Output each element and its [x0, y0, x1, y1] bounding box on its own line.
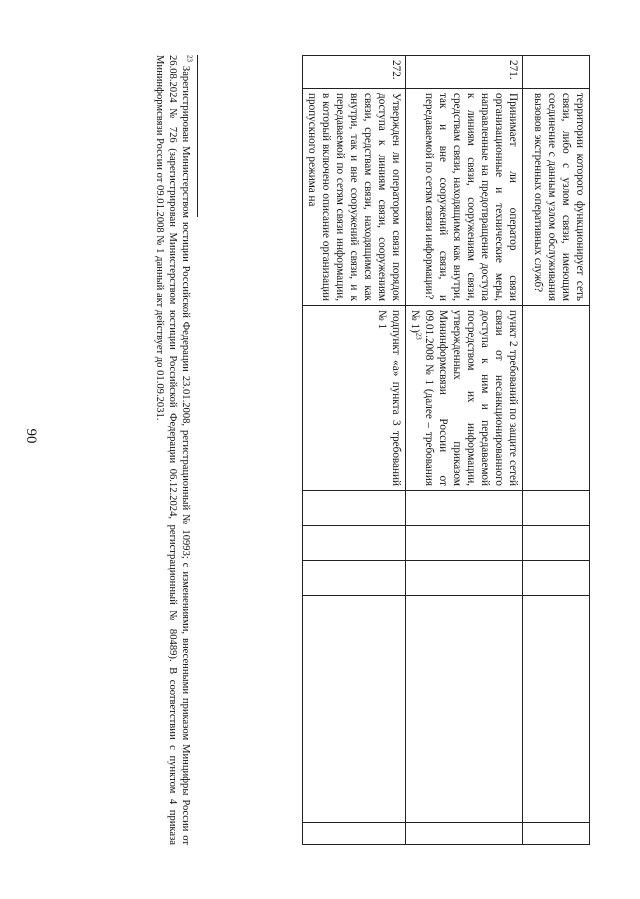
- answer-na-cell: [523, 561, 590, 596]
- answer-no-cell: [303, 526, 406, 561]
- footnote-separator: [197, 55, 198, 217]
- footnote-reference: 23: [414, 332, 423, 340]
- content-area: [50, 55, 590, 845]
- footnote-mark: 23: [185, 55, 194, 62]
- table-row: [303, 56, 406, 845]
- answer-no-cell: [406, 526, 523, 561]
- requirement-cell: [523, 306, 590, 491]
- answer-yes-cell: [303, 491, 406, 526]
- notes-cell: [303, 596, 406, 823]
- requirement-text: пункт 2 требований по защите сетей связи от несанкционированного доступа к ним и передаваемой посредством их информации, утвержденных приказом Мининформсвязи России от 09.01.2008 № 1 (далее – требования № 1): [409, 310, 519, 486]
- notes-cell: [406, 596, 523, 823]
- table-row: [523, 56, 590, 845]
- answer-na-cell: [406, 561, 523, 596]
- row-number: 272.: [303, 56, 406, 89]
- extra-cell: [523, 823, 590, 845]
- extra-cell: [303, 823, 406, 845]
- footnote-text: Зарегистрирован Министерством юстиции Российской Федерации 23.01.2008, регистрационный № 10993; с изменениями, внесенными приказом Минцифры России от 26.08.2024 № 726 (зарегистрирован Министерством юстиции Российской Федерации 06.12.2024, регистрационный № 80489). В соответствии с пунктом 4 приказа Мининформсвязи России от 09.01.2008 № 1 данный акт действует до 01.09.2031.: [154, 55, 191, 845]
- requirement-text: подпункт «а» пункта 3 требований № 1: [376, 310, 402, 486]
- table-row: [406, 56, 523, 845]
- extra-cell: [406, 823, 523, 845]
- rotated-content: [50, 55, 590, 845]
- answer-yes-cell: [406, 491, 523, 526]
- page-number: 90: [23, 428, 39, 444]
- question-cell: территории которого функционирует сеть связи, либо с узлом связи, имеющим соединение с данным узлом обслуживания вызовов экстренных оперативных служб?: [523, 89, 590, 306]
- notes-cell: [523, 596, 590, 823]
- question-cell: Принимает ли оператор связи организационные и технические меры, направленные на предотвращение доступа к линиям связи, сооружениям связи, средствам связи, находящимся как внутри, так и вне сооружений связи, и передаваемой по сетям связи информации?: [406, 89, 523, 306]
- answer-na-cell: [303, 561, 406, 596]
- requirement-cell: [406, 306, 523, 491]
- answer-yes-cell: [523, 491, 590, 526]
- footnote: [153, 55, 192, 845]
- requirement-cell: [303, 306, 406, 491]
- row-number: [523, 56, 590, 89]
- row-number: 271.: [406, 56, 523, 89]
- checklist-table: [302, 55, 590, 845]
- question-cell: Утвержден ли оператором связи порядок доступа к линиям связи, сооружениям связи, средствам связи, находящимся как внутри, так и вне сооружений связи, и к передаваемой по сетям связи информации, в который включено описание организации пропускного режима на: [303, 89, 406, 306]
- answer-no-cell: [523, 526, 590, 561]
